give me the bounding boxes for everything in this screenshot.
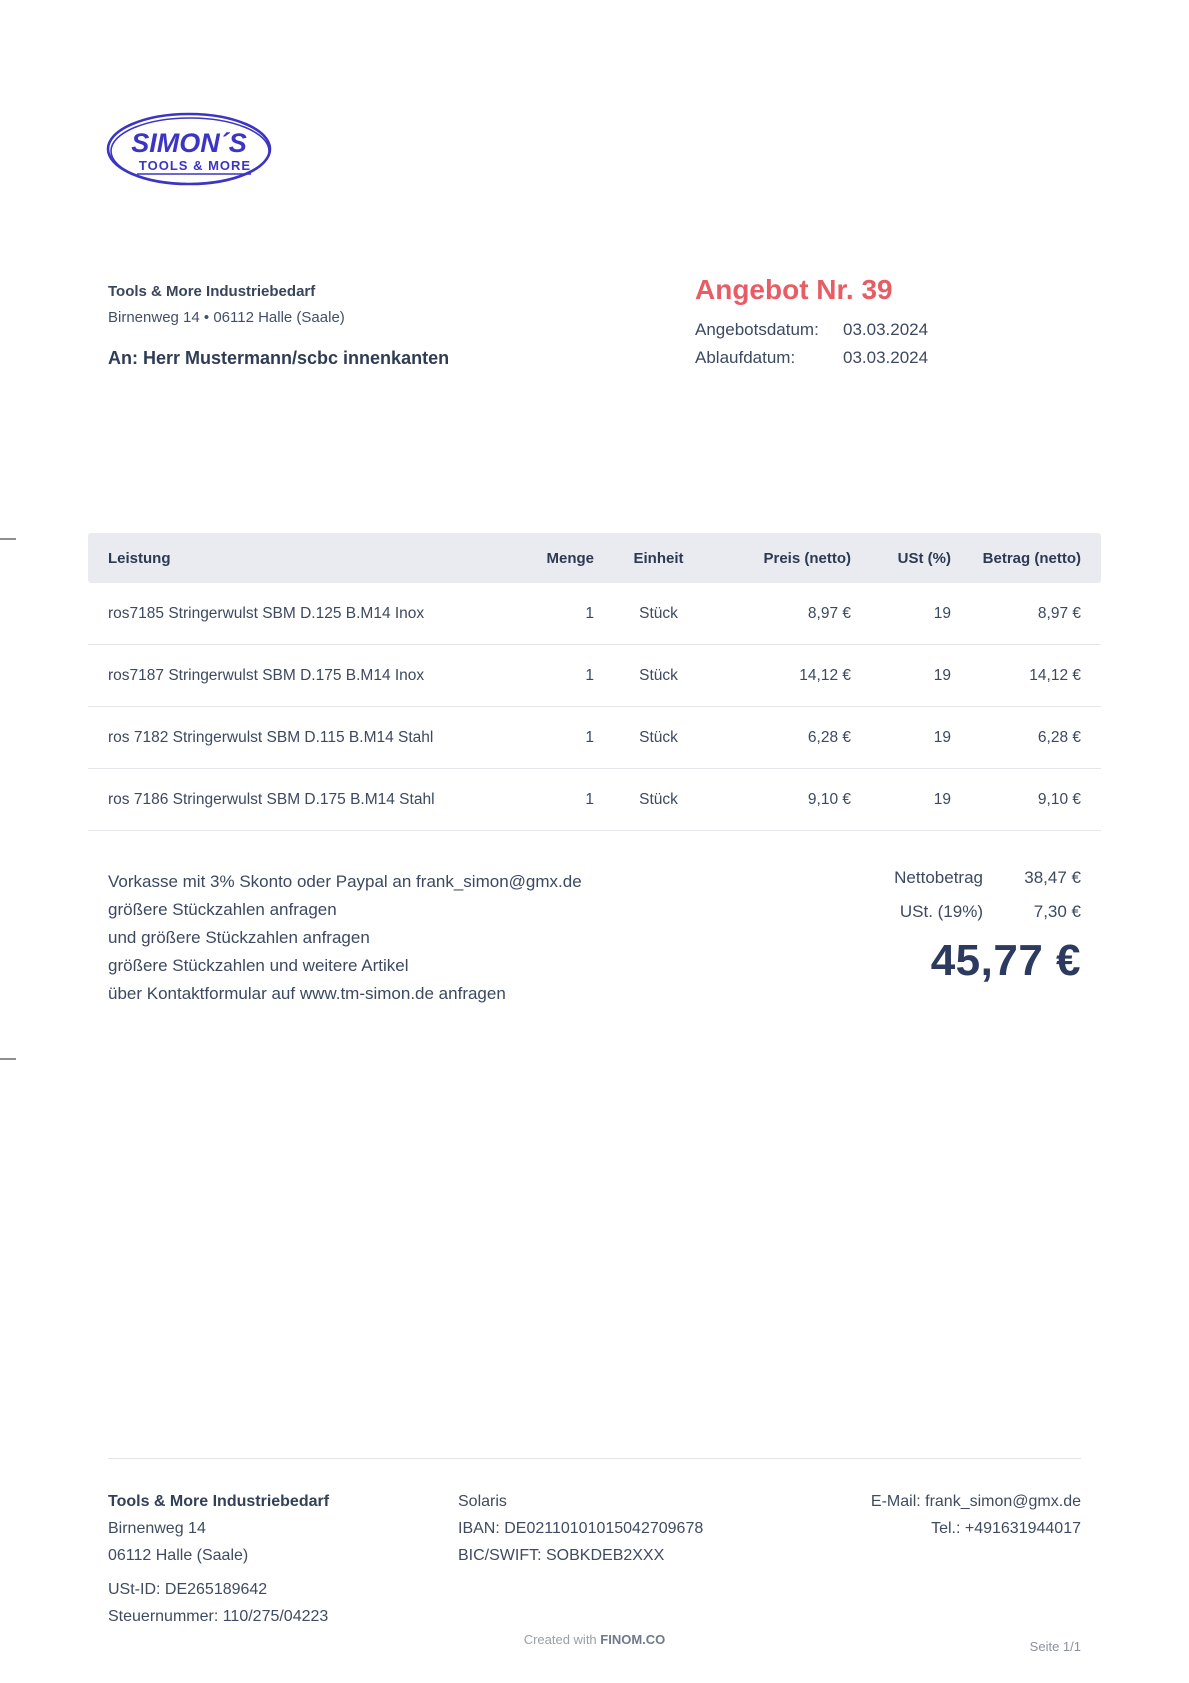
offer-dates xyxy=(695,320,1085,368)
footer xyxy=(108,1458,1081,1635)
header-leistung: Leistung xyxy=(108,549,171,567)
cell-leistung: ros7187 Stringerwulst SBM D.175 B.M14 Inox xyxy=(108,666,425,684)
company-logo xyxy=(103,110,275,195)
net-total-label: Nettobetrag xyxy=(894,868,983,887)
cell-betrag: 9,10 € xyxy=(1037,790,1081,808)
simons-logo-icon xyxy=(103,110,275,190)
header-preis: Preis (netto) xyxy=(763,549,851,567)
footer-bank-column xyxy=(458,1493,801,1635)
cell-leistung: ros 7182 Stringerwulst SBM D.115 B.M14 Stahl xyxy=(108,728,434,746)
footer-vat-id: USt-ID: DE265189642 xyxy=(108,1581,268,1598)
table-header-row xyxy=(88,533,1101,583)
cell-leistung: ros7185 Stringerwulst SBM D.125 B.M14 Inox xyxy=(108,604,425,622)
page-number: Seite 1/1 xyxy=(1029,1639,1081,1654)
expiry-date-label: Ablaufdatum: xyxy=(695,348,796,367)
cell-preis: 6,28 € xyxy=(807,728,851,746)
footer-company-name: Tools & More Industriebedarf xyxy=(108,1493,330,1510)
cell-einheit: Stück xyxy=(639,790,678,808)
crop-mark xyxy=(0,538,16,540)
cell-betrag: 6,28 € xyxy=(1037,728,1081,746)
note-line: größere Stückzahlen und weitere Artikel xyxy=(108,956,409,975)
net-total-row xyxy=(751,868,1081,888)
cell-ust: 19 xyxy=(933,604,951,622)
offer-date-row xyxy=(695,320,1085,340)
payment-notes xyxy=(108,868,582,1008)
footer-company-city: 06112 Halle (Saale) xyxy=(108,1547,249,1564)
net-total-value: 38,47 € xyxy=(1024,868,1081,887)
vat-value: 7,30 € xyxy=(1033,902,1081,921)
cell-preis: 14,12 € xyxy=(799,666,851,684)
logo-subtitle: TOOLS & MORE xyxy=(138,158,252,173)
cell-einheit: Stück xyxy=(639,666,678,684)
note-line: Vorkasse mit 3% Skonto oder Paypal an frank_simon@gmx.de xyxy=(108,872,582,891)
cell-leistung: ros 7186 Stringerwulst SBM D.175 B.M14 Stahl xyxy=(108,790,435,808)
summary-section xyxy=(108,868,1081,1008)
totals-block xyxy=(751,868,1081,1008)
cell-menge: 1 xyxy=(585,604,594,622)
header-menge: Menge xyxy=(546,549,594,567)
finom-brand: FINOM.CO xyxy=(600,1632,666,1647)
expiry-date-value: 03.03.2024 xyxy=(843,348,929,367)
cell-ust: 19 xyxy=(933,728,951,746)
sender-company: Tools & More Industriebedarf xyxy=(108,283,316,300)
table-row xyxy=(88,583,1101,645)
table-row xyxy=(88,769,1101,831)
cell-ust: 19 xyxy=(933,666,951,684)
note-line: größere Stückzahlen anfragen xyxy=(108,900,337,919)
recipient-line: An: Herr Mustermann/scbc innenkanten xyxy=(108,348,450,368)
cell-menge: 1 xyxy=(585,728,594,746)
table-row xyxy=(88,645,1101,707)
footer-email: E-Mail: frank_simon@gmx.de xyxy=(870,1493,1081,1510)
header-ust: USt (%) xyxy=(897,549,951,567)
sender-address: Birnenweg 14 • 06112 Halle (Saale) xyxy=(108,309,345,326)
header-einheit: Einheit xyxy=(633,549,684,567)
cell-ust: 19 xyxy=(933,790,951,808)
cell-betrag: 14,12 € xyxy=(1029,666,1081,684)
vat-row xyxy=(751,902,1081,922)
note-line: und größere Stückzahlen anfragen xyxy=(108,928,370,947)
footer-phone: Tel.: +491631944017 xyxy=(931,1520,1081,1537)
cell-menge: 1 xyxy=(585,666,594,684)
cell-menge: 1 xyxy=(585,790,594,808)
cell-preis: 9,10 € xyxy=(807,790,851,808)
cell-einheit: Stück xyxy=(639,728,678,746)
offer-date-value: 03.03.2024 xyxy=(843,320,929,339)
created-with-line xyxy=(108,1632,1081,1647)
footer-bic: BIC/SWIFT: SOBKDEB2XXX xyxy=(458,1547,665,1564)
footer-tax-number: Steuernummer: 110/275/04223 xyxy=(108,1608,329,1625)
offer-title: Angebot Nr. 39 xyxy=(695,274,893,305)
logo-title: SIMON´S xyxy=(131,128,247,158)
items-table xyxy=(88,533,1101,831)
cell-preis: 8,97 € xyxy=(807,604,851,622)
footer-bank-name: Solaris xyxy=(458,1493,507,1510)
cell-betrag: 8,97 € xyxy=(1037,604,1081,622)
note-line: über Kontaktformular auf www.tm-simon.de anfragen xyxy=(108,984,506,1003)
header-betrag: Betrag (netto) xyxy=(982,549,1081,567)
table-row xyxy=(88,707,1101,769)
vat-label: USt. (19%) xyxy=(899,902,983,921)
footer-contact-column xyxy=(801,1493,1081,1635)
offer-date-label: Angebotsdatum: xyxy=(695,320,819,339)
offer-header-block xyxy=(695,274,1085,376)
footer-company-street: Birnenweg 14 xyxy=(108,1520,206,1537)
footer-iban: IBAN: DE02110101015042709678 xyxy=(458,1520,704,1537)
crop-mark xyxy=(0,1058,16,1060)
footer-company-column xyxy=(108,1493,458,1635)
expiry-date-row xyxy=(695,348,1085,368)
cell-einheit: Stück xyxy=(639,604,678,622)
sender-block xyxy=(108,283,449,369)
grand-total-value: 45,77 € xyxy=(930,936,1081,985)
created-with-text: Created with xyxy=(523,1632,597,1647)
